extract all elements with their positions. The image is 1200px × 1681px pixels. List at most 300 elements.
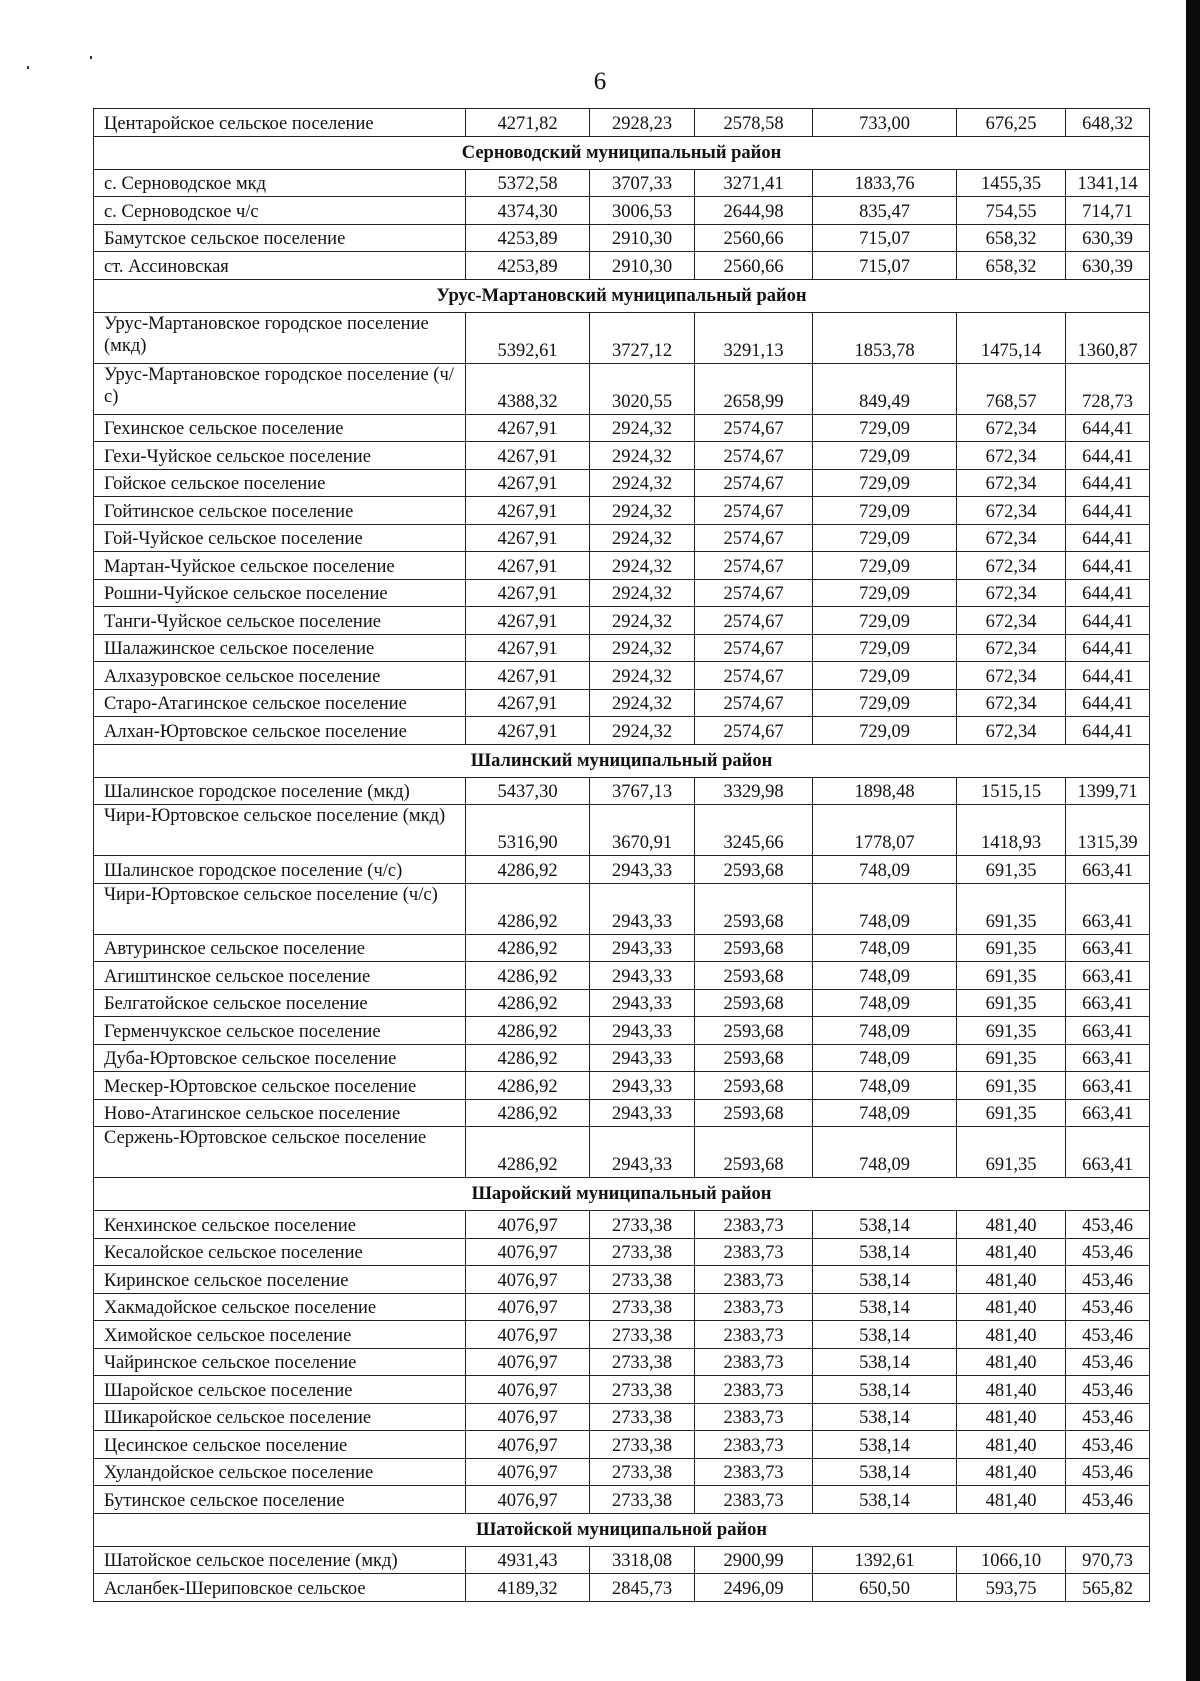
- value-cell: 4267,91: [466, 607, 590, 635]
- value-cell: 2658,99: [695, 363, 813, 414]
- value-cell: 4267,91: [466, 442, 590, 470]
- value-cell: 453,46: [1066, 1211, 1150, 1239]
- table-row: [94, 312, 1150, 363]
- district-title: Шаройский муниципальный район: [94, 1178, 1150, 1211]
- settlement-name: Шалинское городское поселение (мкд): [94, 777, 466, 805]
- district-title: Шатойской муниципальной район: [94, 1513, 1150, 1546]
- value-cell: 672,34: [957, 414, 1066, 442]
- value-cell: 748,09: [813, 1072, 957, 1100]
- value-cell: 4076,97: [466, 1403, 590, 1431]
- value-cell: 2943,33: [590, 883, 695, 934]
- settlement-name: Рошни-Чуйское сельское поселение: [94, 579, 466, 607]
- value-cell: 4267,91: [466, 717, 590, 745]
- value-cell: 538,14: [813, 1348, 957, 1376]
- settlement-name: Центаройское сельское поселение: [94, 109, 466, 137]
- value-cell: 538,14: [813, 1266, 957, 1294]
- value-cell: 644,41: [1066, 662, 1150, 690]
- table-row: [94, 169, 1150, 197]
- value-cell: 2593,68: [695, 934, 813, 962]
- value-cell: 729,09: [813, 497, 957, 525]
- settlement-name: Алхан-Юртовское сельское поселение: [94, 717, 466, 745]
- settlement-name: Шалинское городское поселение (ч/с): [94, 856, 466, 884]
- value-cell: 1778,07: [813, 805, 957, 856]
- value-cell: 672,34: [957, 662, 1066, 690]
- value-cell: 4388,32: [466, 363, 590, 414]
- value-cell: 2574,67: [695, 717, 813, 745]
- value-cell: 663,41: [1066, 962, 1150, 990]
- value-cell: 481,40: [957, 1266, 1066, 1294]
- value-cell: 2924,32: [590, 662, 695, 690]
- value-cell: 4076,97: [466, 1238, 590, 1266]
- value-cell: 663,41: [1066, 1017, 1150, 1045]
- value-cell: 4076,97: [466, 1266, 590, 1294]
- value-cell: 2560,66: [695, 224, 813, 252]
- value-cell: 4267,91: [466, 414, 590, 442]
- value-cell: 729,09: [813, 607, 957, 635]
- value-cell: 672,34: [957, 469, 1066, 497]
- value-cell: 2383,73: [695, 1486, 813, 1514]
- value-cell: 2924,32: [590, 634, 695, 662]
- value-cell: 4374,30: [466, 197, 590, 225]
- value-cell: 453,46: [1066, 1376, 1150, 1404]
- value-cell: 4267,91: [466, 579, 590, 607]
- value-cell: 2928,23: [590, 109, 695, 137]
- value-cell: 5372,58: [466, 169, 590, 197]
- value-cell: 2924,32: [590, 607, 695, 635]
- table-row: [94, 579, 1150, 607]
- settlement-name: Гехи-Чуйское сельское поселение: [94, 442, 466, 470]
- value-cell: 1066,10: [957, 1546, 1066, 1574]
- value-cell: 4076,97: [466, 1211, 590, 1239]
- value-cell: 2593,68: [695, 1127, 813, 1178]
- table-row: [94, 1044, 1150, 1072]
- value-cell: 2593,68: [695, 989, 813, 1017]
- value-cell: 691,35: [957, 934, 1066, 962]
- value-cell: 4076,97: [466, 1293, 590, 1321]
- value-cell: 2383,73: [695, 1403, 813, 1431]
- value-cell: 644,41: [1066, 689, 1150, 717]
- table-row: [94, 442, 1150, 470]
- value-cell: 644,41: [1066, 524, 1150, 552]
- value-cell: 691,35: [957, 1099, 1066, 1127]
- value-cell: 2560,66: [695, 252, 813, 280]
- value-cell: 748,09: [813, 1017, 957, 1045]
- value-cell: 2943,33: [590, 1017, 695, 1045]
- value-cell: 729,09: [813, 634, 957, 662]
- value-cell: 648,32: [1066, 109, 1150, 137]
- value-cell: 4076,97: [466, 1431, 590, 1459]
- value-cell: 2924,32: [590, 579, 695, 607]
- value-cell: 2910,30: [590, 224, 695, 252]
- value-cell: 728,73: [1066, 363, 1150, 414]
- settlement-name: Чайринское сельское поселение: [94, 1348, 466, 1376]
- value-cell: 729,09: [813, 442, 957, 470]
- settlement-name: Урус-Мартановское городское поселение (ч/с): [94, 363, 466, 414]
- value-cell: 5392,61: [466, 312, 590, 363]
- value-cell: 2924,32: [590, 552, 695, 580]
- value-cell: 2910,30: [590, 252, 695, 280]
- value-cell: 481,40: [957, 1238, 1066, 1266]
- value-cell: 3318,08: [590, 1546, 695, 1574]
- value-cell: 729,09: [813, 552, 957, 580]
- settlement-name: Чири-Юртовское сельское поселение (мкд): [94, 805, 466, 856]
- value-cell: 593,75: [957, 1574, 1066, 1602]
- value-cell: 2383,73: [695, 1431, 813, 1459]
- settlement-name: Чири-Юртовское сельское поселение (ч/с): [94, 883, 466, 934]
- table-row: [94, 856, 1150, 884]
- district-header-row: [94, 744, 1150, 777]
- value-cell: 4286,92: [466, 856, 590, 884]
- value-cell: 729,09: [813, 717, 957, 745]
- table-row: [94, 689, 1150, 717]
- settlement-name: Хуландойское сельское поселение: [94, 1458, 466, 1486]
- settlement-name: Шаройское сельское поселение: [94, 1376, 466, 1404]
- value-cell: 4267,91: [466, 689, 590, 717]
- value-cell: 715,07: [813, 252, 957, 280]
- value-cell: 4286,92: [466, 1044, 590, 1072]
- value-cell: 748,09: [813, 962, 957, 990]
- table-row: [94, 989, 1150, 1017]
- value-cell: 3006,53: [590, 197, 695, 225]
- value-cell: 2924,32: [590, 524, 695, 552]
- table-row: [94, 607, 1150, 635]
- value-cell: 1475,14: [957, 312, 1066, 363]
- settlement-name: Бутинское сельское поселение: [94, 1486, 466, 1514]
- settlement-name: Кенхинское сельское поселение: [94, 1211, 466, 1239]
- table-row: [94, 524, 1150, 552]
- value-cell: 672,34: [957, 579, 1066, 607]
- table-row: [94, 662, 1150, 690]
- value-cell: 2924,32: [590, 717, 695, 745]
- value-cell: 1898,48: [813, 777, 957, 805]
- value-cell: 538,14: [813, 1238, 957, 1266]
- value-cell: 481,40: [957, 1321, 1066, 1349]
- value-cell: 663,41: [1066, 1044, 1150, 1072]
- value-cell: 2924,32: [590, 689, 695, 717]
- value-cell: 481,40: [957, 1431, 1066, 1459]
- table-row: [94, 1127, 1150, 1178]
- value-cell: 676,25: [957, 109, 1066, 137]
- value-cell: 538,14: [813, 1376, 957, 1404]
- settlement-name: Мескер-Юртовское сельское поселение: [94, 1072, 466, 1100]
- district-header-row: [94, 279, 1150, 312]
- value-cell: 4286,92: [466, 934, 590, 962]
- settlement-name: Гехинское сельское поселение: [94, 414, 466, 442]
- value-cell: 715,07: [813, 224, 957, 252]
- district-header-row: [94, 1513, 1150, 1546]
- value-cell: 2574,67: [695, 497, 813, 525]
- value-cell: 2943,33: [590, 1072, 695, 1100]
- value-cell: 453,46: [1066, 1486, 1150, 1514]
- value-cell: 754,55: [957, 197, 1066, 225]
- value-cell: 4076,97: [466, 1321, 590, 1349]
- value-cell: 2574,67: [695, 607, 813, 635]
- value-cell: 538,14: [813, 1403, 957, 1431]
- value-cell: 2593,68: [695, 1099, 813, 1127]
- value-cell: 2593,68: [695, 1044, 813, 1072]
- table-row: [94, 414, 1150, 442]
- value-cell: 2733,38: [590, 1321, 695, 1349]
- value-cell: 4267,91: [466, 662, 590, 690]
- value-cell: 729,09: [813, 414, 957, 442]
- table-row: [94, 1293, 1150, 1321]
- value-cell: 481,40: [957, 1376, 1066, 1404]
- value-cell: 748,09: [813, 883, 957, 934]
- value-cell: 2924,32: [590, 442, 695, 470]
- value-cell: 2733,38: [590, 1376, 695, 1404]
- settlement-name: Киринское сельское поселение: [94, 1266, 466, 1294]
- table-row: [94, 1546, 1150, 1574]
- value-cell: 3767,13: [590, 777, 695, 805]
- table-row: [94, 1017, 1150, 1045]
- value-cell: 565,82: [1066, 1574, 1150, 1602]
- value-cell: 2900,99: [695, 1546, 813, 1574]
- value-cell: 3707,33: [590, 169, 695, 197]
- value-cell: 849,49: [813, 363, 957, 414]
- district-title: Шалинский муниципальный район: [94, 744, 1150, 777]
- table-row: [94, 1348, 1150, 1376]
- value-cell: 2943,33: [590, 1127, 695, 1178]
- value-cell: 663,41: [1066, 883, 1150, 934]
- settlement-name: Химойское сельское поселение: [94, 1321, 466, 1349]
- value-cell: 538,14: [813, 1458, 957, 1486]
- value-cell: 644,41: [1066, 497, 1150, 525]
- value-cell: 2574,67: [695, 634, 813, 662]
- value-cell: 1833,76: [813, 169, 957, 197]
- value-cell: 4286,92: [466, 1127, 590, 1178]
- table-row: [94, 469, 1150, 497]
- settlement-name: Герменчукское сельское поселение: [94, 1017, 466, 1045]
- settlement-name: с. Серноводское ч/с: [94, 197, 466, 225]
- value-cell: 481,40: [957, 1293, 1066, 1321]
- value-cell: 644,41: [1066, 634, 1150, 662]
- value-cell: 729,09: [813, 469, 957, 497]
- value-cell: 672,34: [957, 552, 1066, 580]
- value-cell: 672,34: [957, 717, 1066, 745]
- value-cell: 2496,09: [695, 1574, 813, 1602]
- value-cell: 481,40: [957, 1348, 1066, 1376]
- table-row: [94, 252, 1150, 280]
- value-cell: 453,46: [1066, 1348, 1150, 1376]
- settlement-name: Шатойское сельское поселение (мкд): [94, 1546, 466, 1574]
- value-cell: 663,41: [1066, 856, 1150, 884]
- value-cell: 4286,92: [466, 1099, 590, 1127]
- value-cell: 538,14: [813, 1321, 957, 1349]
- page-number: 6: [593, 68, 607, 95]
- value-cell: 2733,38: [590, 1486, 695, 1514]
- value-cell: 2574,67: [695, 442, 813, 470]
- settlement-name: Гой-Чуйское сельское поселение: [94, 524, 466, 552]
- value-cell: 2845,73: [590, 1574, 695, 1602]
- value-cell: 2574,67: [695, 689, 813, 717]
- value-cell: 4931,43: [466, 1546, 590, 1574]
- value-cell: 2644,98: [695, 197, 813, 225]
- value-cell: 1392,61: [813, 1546, 957, 1574]
- value-cell: 538,14: [813, 1293, 957, 1321]
- value-cell: 2578,58: [695, 109, 813, 137]
- value-cell: 644,41: [1066, 579, 1150, 607]
- value-cell: 2383,73: [695, 1348, 813, 1376]
- value-cell: 2383,73: [695, 1321, 813, 1349]
- value-cell: 2943,33: [590, 1099, 695, 1127]
- value-cell: 729,09: [813, 524, 957, 552]
- value-cell: 691,35: [957, 1072, 1066, 1100]
- value-cell: 729,09: [813, 689, 957, 717]
- settlement-name: Мартан-Чуйское сельское поселение: [94, 552, 466, 580]
- table-row: [94, 1574, 1150, 1602]
- value-cell: 3020,55: [590, 363, 695, 414]
- value-cell: 1455,35: [957, 169, 1066, 197]
- value-cell: 663,41: [1066, 1099, 1150, 1127]
- settlement-name: Кесалойское сельское поселение: [94, 1238, 466, 1266]
- value-cell: 1418,93: [957, 805, 1066, 856]
- district-header-row: [94, 1178, 1150, 1211]
- value-cell: 2733,38: [590, 1293, 695, 1321]
- table-row: [94, 197, 1150, 225]
- value-cell: 2924,32: [590, 414, 695, 442]
- value-cell: 4286,92: [466, 989, 590, 1017]
- district-header-row: [94, 136, 1150, 169]
- value-cell: 4271,82: [466, 109, 590, 137]
- value-cell: 4189,32: [466, 1574, 590, 1602]
- table-row: [94, 363, 1150, 414]
- value-cell: 2943,33: [590, 856, 695, 884]
- settlement-name: Асланбек-Шериповское сельское: [94, 1574, 466, 1602]
- table-row: [94, 777, 1150, 805]
- value-cell: 644,41: [1066, 607, 1150, 635]
- value-cell: 748,09: [813, 1127, 957, 1178]
- value-cell: 3291,13: [695, 312, 813, 363]
- table-row: [94, 1238, 1150, 1266]
- value-cell: 453,46: [1066, 1321, 1150, 1349]
- value-cell: 453,46: [1066, 1266, 1150, 1294]
- value-cell: 970,73: [1066, 1546, 1150, 1574]
- value-cell: 4076,97: [466, 1458, 590, 1486]
- value-cell: 748,09: [813, 989, 957, 1017]
- value-cell: 729,09: [813, 662, 957, 690]
- value-cell: 453,46: [1066, 1403, 1150, 1431]
- table-row: [94, 1099, 1150, 1127]
- value-cell: 2733,38: [590, 1348, 695, 1376]
- value-cell: 2574,67: [695, 414, 813, 442]
- value-cell: 4267,91: [466, 552, 590, 580]
- value-cell: 630,39: [1066, 252, 1150, 280]
- value-cell: 729,09: [813, 579, 957, 607]
- value-cell: 2383,73: [695, 1238, 813, 1266]
- value-cell: 835,47: [813, 197, 957, 225]
- value-cell: 1360,87: [1066, 312, 1150, 363]
- value-cell: 2924,32: [590, 469, 695, 497]
- settlement-name: Гойское сельское поселение: [94, 469, 466, 497]
- value-cell: 5437,30: [466, 777, 590, 805]
- value-cell: 663,41: [1066, 934, 1150, 962]
- table-row: [94, 1486, 1150, 1514]
- table-row: [94, 1321, 1150, 1349]
- value-cell: 2593,68: [695, 856, 813, 884]
- settlement-name: Урус-Мартановское городское поселение (мкд): [94, 312, 466, 363]
- value-cell: 691,35: [957, 856, 1066, 884]
- value-cell: 4286,92: [466, 1017, 590, 1045]
- value-cell: 672,34: [957, 524, 1066, 552]
- value-cell: 1515,15: [957, 777, 1066, 805]
- table-row: [94, 109, 1150, 137]
- value-cell: 4267,91: [466, 634, 590, 662]
- value-cell: 2574,67: [695, 469, 813, 497]
- value-cell: 481,40: [957, 1211, 1066, 1239]
- value-cell: 538,14: [813, 1431, 957, 1459]
- settlement-name: Бамутское сельское поселение: [94, 224, 466, 252]
- value-cell: 2574,67: [695, 552, 813, 580]
- scan-edge-bar: [1186, 0, 1200, 1681]
- value-cell: 2943,33: [590, 962, 695, 990]
- table-row: [94, 1403, 1150, 1431]
- settlement-name: Танги-Чуйское сельское поселение: [94, 607, 466, 635]
- value-cell: 453,46: [1066, 1431, 1150, 1459]
- value-cell: 538,14: [813, 1211, 957, 1239]
- value-cell: 714,71: [1066, 197, 1150, 225]
- value-cell: 691,35: [957, 1127, 1066, 1178]
- settlement-name: с. Серноводское мкд: [94, 169, 466, 197]
- table-row: [94, 497, 1150, 525]
- value-cell: 2574,67: [695, 662, 813, 690]
- value-cell: 2733,38: [590, 1266, 695, 1294]
- value-cell: 4267,91: [466, 524, 590, 552]
- value-cell: 748,09: [813, 856, 957, 884]
- settlement-name: Старо-Атагинское сельское поселение: [94, 689, 466, 717]
- settlement-name: Гойтинское сельское поселение: [94, 497, 466, 525]
- value-cell: 2593,68: [695, 1072, 813, 1100]
- table-row: [94, 1266, 1150, 1294]
- value-cell: 481,40: [957, 1486, 1066, 1514]
- value-cell: 453,46: [1066, 1238, 1150, 1266]
- settlement-name: Цесинское сельское поселение: [94, 1431, 466, 1459]
- value-cell: 3271,41: [695, 169, 813, 197]
- value-cell: 538,14: [813, 1486, 957, 1514]
- value-cell: 663,41: [1066, 1072, 1150, 1100]
- settlement-name: Дуба-Юртовское сельское поселение: [94, 1044, 466, 1072]
- value-cell: 672,34: [957, 634, 1066, 662]
- value-cell: 2733,38: [590, 1403, 695, 1431]
- tariff-table: [93, 108, 1150, 1602]
- table-row: [94, 1431, 1150, 1459]
- value-cell: 2383,73: [695, 1293, 813, 1321]
- value-cell: 4076,97: [466, 1348, 590, 1376]
- value-cell: 4267,91: [466, 497, 590, 525]
- value-cell: 672,34: [957, 689, 1066, 717]
- value-cell: 663,41: [1066, 1127, 1150, 1178]
- value-cell: 3329,98: [695, 777, 813, 805]
- table-row: [94, 1458, 1150, 1486]
- value-cell: 5316,90: [466, 805, 590, 856]
- value-cell: 2383,73: [695, 1211, 813, 1239]
- district-title: Урус-Мартановский муниципальный район: [94, 279, 1150, 312]
- value-cell: 2383,73: [695, 1266, 813, 1294]
- value-cell: 1399,71: [1066, 777, 1150, 805]
- value-cell: 3670,91: [590, 805, 695, 856]
- value-cell: 650,50: [813, 1574, 957, 1602]
- value-cell: 748,09: [813, 1099, 957, 1127]
- value-cell: 4076,97: [466, 1376, 590, 1404]
- value-cell: 4076,97: [466, 1486, 590, 1514]
- table-row: [94, 1376, 1150, 1404]
- table-row: [94, 1072, 1150, 1100]
- value-cell: 748,09: [813, 1044, 957, 1072]
- value-cell: 2943,33: [590, 934, 695, 962]
- value-cell: 2574,67: [695, 524, 813, 552]
- value-cell: 4286,92: [466, 883, 590, 934]
- value-cell: 644,41: [1066, 552, 1150, 580]
- value-cell: 644,41: [1066, 414, 1150, 442]
